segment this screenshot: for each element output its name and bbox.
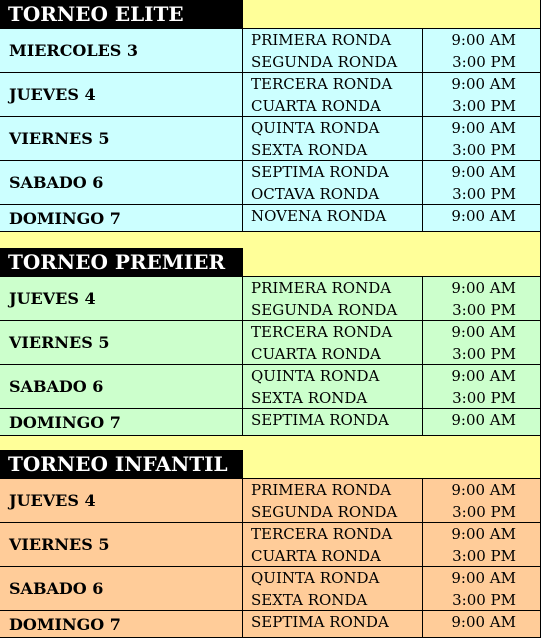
table-row [0, 116, 541, 160]
table-row [0, 610, 541, 637]
header-fill [243, 0, 541, 28]
ronda-name: PRIMERA RONDA [251, 279, 392, 297]
time-value: 9:00 AM [451, 367, 516, 385]
ronda-cell [243, 523, 423, 566]
time-value: 9:00 AM [451, 323, 516, 341]
day-label: DOMINGO 7 [0, 409, 243, 435]
time-cell [423, 73, 541, 116]
ronda-name: PRIMERA RONDA [251, 31, 392, 49]
ronda-name: CUARTA RONDA [251, 547, 381, 565]
day-label: SABADO 6 [0, 365, 243, 408]
table-row [0, 364, 541, 408]
time-value: 9:00 AM [451, 411, 516, 429]
ronda-cell [243, 321, 423, 364]
day-label: SABADO 6 [0, 567, 243, 610]
ronda-name: SEGUNDA RONDA [251, 53, 398, 71]
time-cell [423, 479, 541, 522]
time-value: 9:00 AM [451, 613, 516, 631]
ronda-name: CUARTA RONDA [251, 345, 381, 363]
time-cell [423, 611, 541, 637]
time-value: 3:00 PM [452, 185, 516, 203]
time-cell [423, 409, 541, 435]
ronda-name: SEXTA RONDA [251, 141, 368, 159]
time-value: 3:00 PM [452, 301, 516, 319]
day-label: VIERNES 5 [0, 117, 243, 160]
time-value: 3:00 PM [452, 141, 516, 159]
ronda-cell [243, 611, 423, 637]
time-cell [423, 321, 541, 364]
ronda-cell [243, 365, 423, 408]
day-label: VIERNES 5 [0, 321, 243, 364]
section-title: TORNEO PREMIER [0, 248, 243, 276]
time-cell [423, 523, 541, 566]
ronda-name: QUINTA RONDA [251, 367, 380, 385]
ronda-cell [243, 479, 423, 522]
header-fill [243, 248, 541, 276]
time-value: 3:00 PM [452, 503, 516, 521]
time-cell [423, 29, 541, 72]
day-label: DOMINGO 7 [0, 611, 243, 637]
ronda-cell [243, 73, 423, 116]
table-row [0, 72, 541, 116]
time-value: 9:00 AM [451, 31, 516, 49]
day-label: VIERNES 5 [0, 523, 243, 566]
table-row [0, 408, 541, 435]
ronda-name: NOVENA RONDA [251, 207, 387, 225]
section-header [0, 0, 541, 28]
time-cell [423, 567, 541, 610]
table-row [0, 276, 541, 320]
day-label: JUEVES 4 [0, 277, 243, 320]
ronda-name: SEPTIMA RONDA [251, 163, 389, 181]
ronda-name: QUINTA RONDA [251, 569, 380, 587]
ronda-name: CUARTA RONDA [251, 97, 381, 115]
time-cell [423, 117, 541, 160]
time-value: 3:00 PM [452, 547, 516, 565]
table-row [0, 320, 541, 364]
table-row [0, 28, 541, 72]
ronda-cell [243, 205, 423, 231]
time-value: 9:00 AM [451, 481, 516, 499]
time-cell [423, 161, 541, 204]
table-row [0, 566, 541, 610]
time-value: 9:00 AM [451, 119, 516, 137]
ronda-name: OCTAVA RONDA [251, 185, 380, 203]
time-value: 9:00 AM [451, 279, 516, 297]
ronda-name: SEXTA RONDA [251, 389, 368, 407]
ronda-name: TERCERA RONDA [251, 75, 393, 93]
ronda-cell [243, 277, 423, 320]
day-label: JUEVES 4 [0, 73, 243, 116]
time-value: 9:00 AM [451, 525, 516, 543]
table-row [0, 204, 541, 231]
table-row [0, 522, 541, 566]
ronda-name: SEGUNDA RONDA [251, 503, 398, 521]
time-cell [423, 365, 541, 408]
ronda-cell [243, 29, 423, 72]
time-value: 3:00 PM [452, 389, 516, 407]
time-cell [423, 205, 541, 231]
ronda-cell [243, 161, 423, 204]
time-value: 9:00 AM [451, 569, 516, 587]
ronda-name: SEPTIMA RONDA [251, 613, 389, 631]
day-label: SABADO 6 [0, 161, 243, 204]
section-title: TORNEO INFANTIL [0, 450, 243, 478]
ronda-cell [243, 117, 423, 160]
day-label: DOMINGO 7 [0, 205, 243, 231]
time-value: 9:00 AM [451, 207, 516, 225]
table-row [0, 478, 541, 522]
section-header [0, 450, 541, 478]
section-header [0, 248, 541, 276]
day-label: MIERCOLES 3 [0, 29, 243, 72]
ronda-name: TERCERA RONDA [251, 525, 393, 543]
ronda-name: PRIMERA RONDA [251, 481, 392, 499]
time-cell [423, 277, 541, 320]
section-spacer [0, 232, 541, 248]
table-bottom-border [0, 637, 541, 638]
header-fill [243, 450, 541, 478]
ronda-name: SEPTIMA RONDA [251, 411, 389, 429]
ronda-cell [243, 567, 423, 610]
section-spacer [0, 436, 541, 450]
day-label: JUEVES 4 [0, 479, 243, 522]
time-value: 3:00 PM [452, 53, 516, 71]
time-value: 9:00 AM [451, 163, 516, 181]
time-value: 3:00 PM [452, 97, 516, 115]
ronda-name: TERCERA RONDA [251, 323, 393, 341]
time-value: 3:00 PM [452, 591, 516, 609]
time-value: 9:00 AM [451, 75, 516, 93]
ronda-name: SEXTA RONDA [251, 591, 368, 609]
ronda-name: QUINTA RONDA [251, 119, 380, 137]
time-value: 3:00 PM [452, 345, 516, 363]
ronda-cell [243, 409, 423, 435]
section-title: TORNEO ELITE [0, 0, 243, 28]
table-row [0, 160, 541, 204]
ronda-name: SEGUNDA RONDA [251, 301, 398, 319]
